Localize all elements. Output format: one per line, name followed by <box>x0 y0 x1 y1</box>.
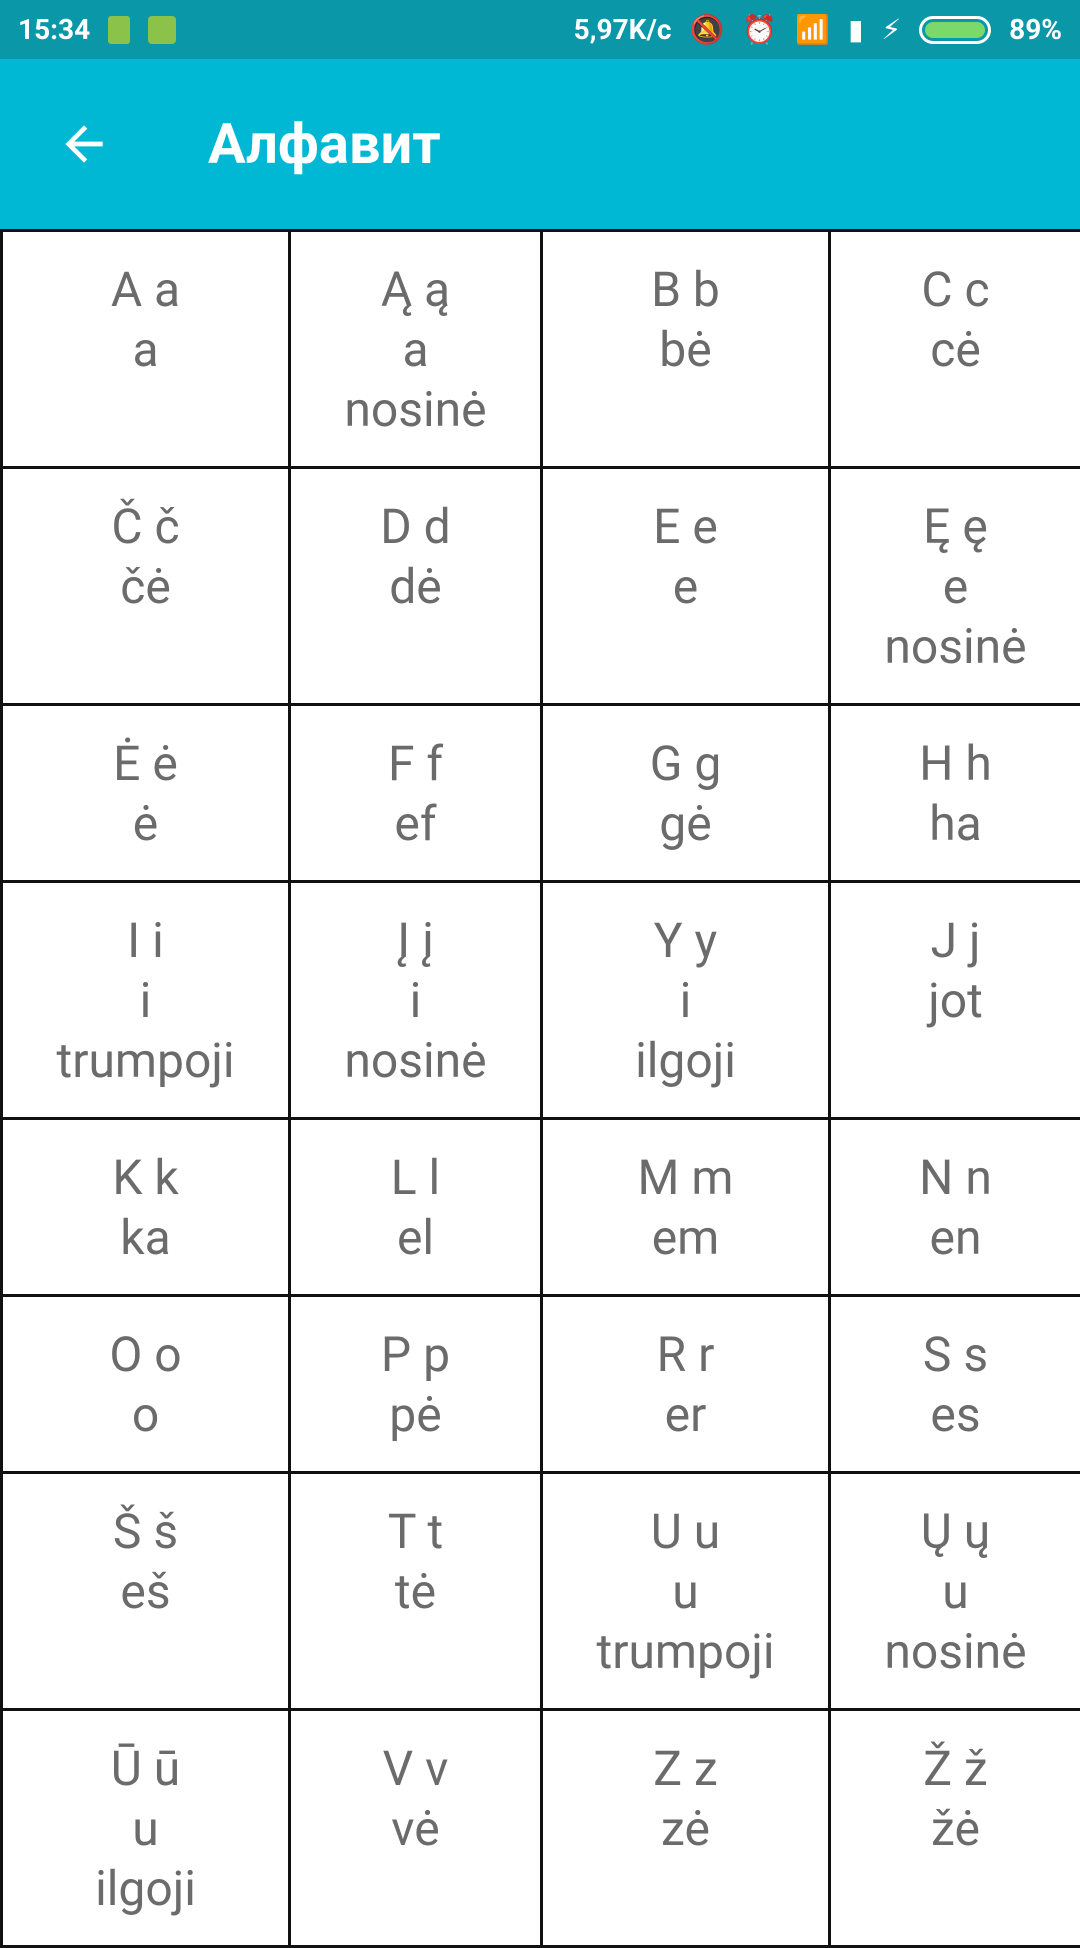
letter-glyph: B b <box>651 261 720 318</box>
letter-glyph: T t <box>387 1503 444 1560</box>
letter-name: es <box>930 1386 981 1443</box>
letter-glyph: L l <box>390 1149 441 1206</box>
letter-glyph: J j <box>930 912 981 969</box>
letter-cell[interactable] <box>540 703 831 883</box>
letter-glyph: Ę ę <box>923 498 988 555</box>
letter-name: zė <box>661 1800 710 1857</box>
letter-cell[interactable] <box>540 1117 831 1297</box>
battery-saver-icon <box>108 16 130 44</box>
letter-name: tė <box>394 1563 437 1620</box>
letter-cell[interactable] <box>0 1294 291 1474</box>
letter-name: čė <box>120 558 171 615</box>
letter-name: e <box>942 558 969 615</box>
app-bar <box>0 59 1080 229</box>
letter-glyph: U u <box>650 1503 721 1560</box>
letter-name: a <box>402 321 429 378</box>
letter-name: o <box>131 1386 160 1443</box>
wifi-icon: 📶 <box>795 13 831 46</box>
letter-cell[interactable] <box>0 1117 291 1297</box>
letter-cell[interactable] <box>828 229 1080 469</box>
letter-name: vė <box>391 1800 440 1857</box>
letter-glyph: F f <box>387 735 444 792</box>
letter-note: ilgoji <box>635 1032 736 1089</box>
letter-name: ef <box>394 795 437 852</box>
letter-note: ilgoji <box>95 1860 196 1917</box>
signal-icon: ▮ <box>848 13 864 46</box>
letter-name: ė <box>132 795 159 852</box>
letter-note: trumpoji <box>596 1623 775 1680</box>
letter-glyph: Ū ū <box>110 1740 181 1797</box>
letter-glyph: P p <box>380 1326 451 1383</box>
letter-glyph: Š š <box>112 1503 179 1560</box>
alphabet-grid <box>0 229 1080 1945</box>
letter-name: i <box>679 972 692 1029</box>
letter-glyph: D d <box>380 498 451 555</box>
letter-glyph: H h <box>919 735 992 792</box>
letter-glyph: Ų ų <box>920 1503 991 1560</box>
letter-name: u <box>132 1800 159 1857</box>
letter-cell[interactable] <box>288 1294 543 1474</box>
letter-cell[interactable] <box>828 703 1080 883</box>
page-title: Алфавит <box>208 111 441 177</box>
letter-name: pė <box>389 1386 442 1443</box>
letter-cell[interactable] <box>0 703 291 883</box>
letter-glyph: N n <box>919 1149 992 1206</box>
letter-name: jot <box>928 972 983 1029</box>
charging-icon: ⚡ <box>881 13 902 46</box>
letter-name: cė <box>930 321 981 378</box>
letter-note: nosinė <box>344 381 487 438</box>
letter-glyph: Ž ž <box>923 1740 988 1797</box>
letter-cell[interactable] <box>0 466 291 706</box>
letter-glyph: A a <box>110 261 181 318</box>
battery-percent: 89% <box>1009 13 1062 46</box>
letter-name: i <box>139 972 152 1029</box>
letter-cell[interactable] <box>288 1117 543 1297</box>
letter-glyph: R r <box>656 1326 715 1383</box>
letter-glyph: Ą ą <box>380 261 451 318</box>
letter-name: bė <box>659 321 712 378</box>
letter-cell[interactable] <box>540 1471 831 1711</box>
back-arrow-icon <box>56 116 112 172</box>
letter-cell[interactable] <box>828 1294 1080 1474</box>
letter-name: u <box>942 1563 969 1620</box>
letter-glyph: I i <box>127 912 164 969</box>
android-debug-icon <box>148 16 176 44</box>
letter-note: nosinė <box>884 618 1027 675</box>
letter-name: žė <box>931 1800 980 1857</box>
letter-cell[interactable] <box>288 880 543 1120</box>
mute-icon: 🔕 <box>689 13 725 46</box>
letter-cell[interactable] <box>540 229 831 469</box>
letter-cell[interactable] <box>540 466 831 706</box>
network-speed: 5,97K/c <box>573 13 672 46</box>
letter-glyph: S s <box>922 1326 989 1383</box>
letter-cell[interactable] <box>0 880 291 1120</box>
letter-name: dė <box>389 558 442 615</box>
letter-cell[interactable] <box>540 1294 831 1474</box>
letter-cell[interactable] <box>540 880 831 1120</box>
letter-glyph: Į į <box>397 912 434 969</box>
letter-cell[interactable] <box>0 1471 291 1711</box>
letter-note: nosinė <box>344 1032 487 1089</box>
letter-cell[interactable] <box>288 703 543 883</box>
letter-cell[interactable] <box>828 1708 1080 1948</box>
letter-glyph: O o <box>109 1326 182 1383</box>
back-button[interactable] <box>34 94 134 194</box>
letter-name: i <box>409 972 422 1029</box>
letter-name: em <box>651 1209 720 1266</box>
letter-cell[interactable] <box>540 1708 831 1948</box>
letter-name: u <box>672 1563 699 1620</box>
letter-name: el <box>396 1209 435 1266</box>
letter-cell[interactable] <box>0 229 291 469</box>
letter-glyph: Y y <box>653 912 718 969</box>
letter-glyph: C c <box>921 261 990 318</box>
letter-glyph: Ė ė <box>113 735 178 792</box>
letter-name: er <box>664 1386 707 1443</box>
status-bar <box>0 0 1080 59</box>
letter-glyph: M m <box>637 1149 734 1206</box>
letter-name: a <box>132 321 159 378</box>
letter-note: trumpoji <box>56 1032 235 1089</box>
letter-cell[interactable] <box>828 1117 1080 1297</box>
letter-cell[interactable] <box>0 1708 291 1948</box>
letter-cell[interactable] <box>288 1708 543 1948</box>
battery-icon <box>919 16 991 44</box>
letter-name: en <box>929 1209 982 1266</box>
letter-glyph: V v <box>382 1740 449 1797</box>
letter-glyph: K k <box>112 1149 179 1206</box>
letter-glyph: Z z <box>653 1740 718 1797</box>
letter-cell[interactable] <box>288 1471 543 1711</box>
letter-glyph: Č č <box>111 498 180 555</box>
letter-name: ha <box>929 795 982 852</box>
letter-name: e <box>672 558 699 615</box>
letter-cell[interactable] <box>828 466 1080 706</box>
letter-cell[interactable] <box>288 229 543 469</box>
alarm-icon: ⏰ <box>742 13 778 46</box>
letter-name: gė <box>659 795 712 852</box>
letter-name: eš <box>120 1563 171 1620</box>
letter-cell[interactable] <box>828 1471 1080 1711</box>
letter-glyph: E e <box>653 498 718 555</box>
status-time: 15:34 <box>18 13 91 46</box>
letter-cell[interactable] <box>828 880 1080 1120</box>
letter-note: nosinė <box>884 1623 1027 1680</box>
letter-glyph: G g <box>649 735 722 792</box>
letter-cell[interactable] <box>288 466 543 706</box>
letter-name: ka <box>120 1209 171 1266</box>
